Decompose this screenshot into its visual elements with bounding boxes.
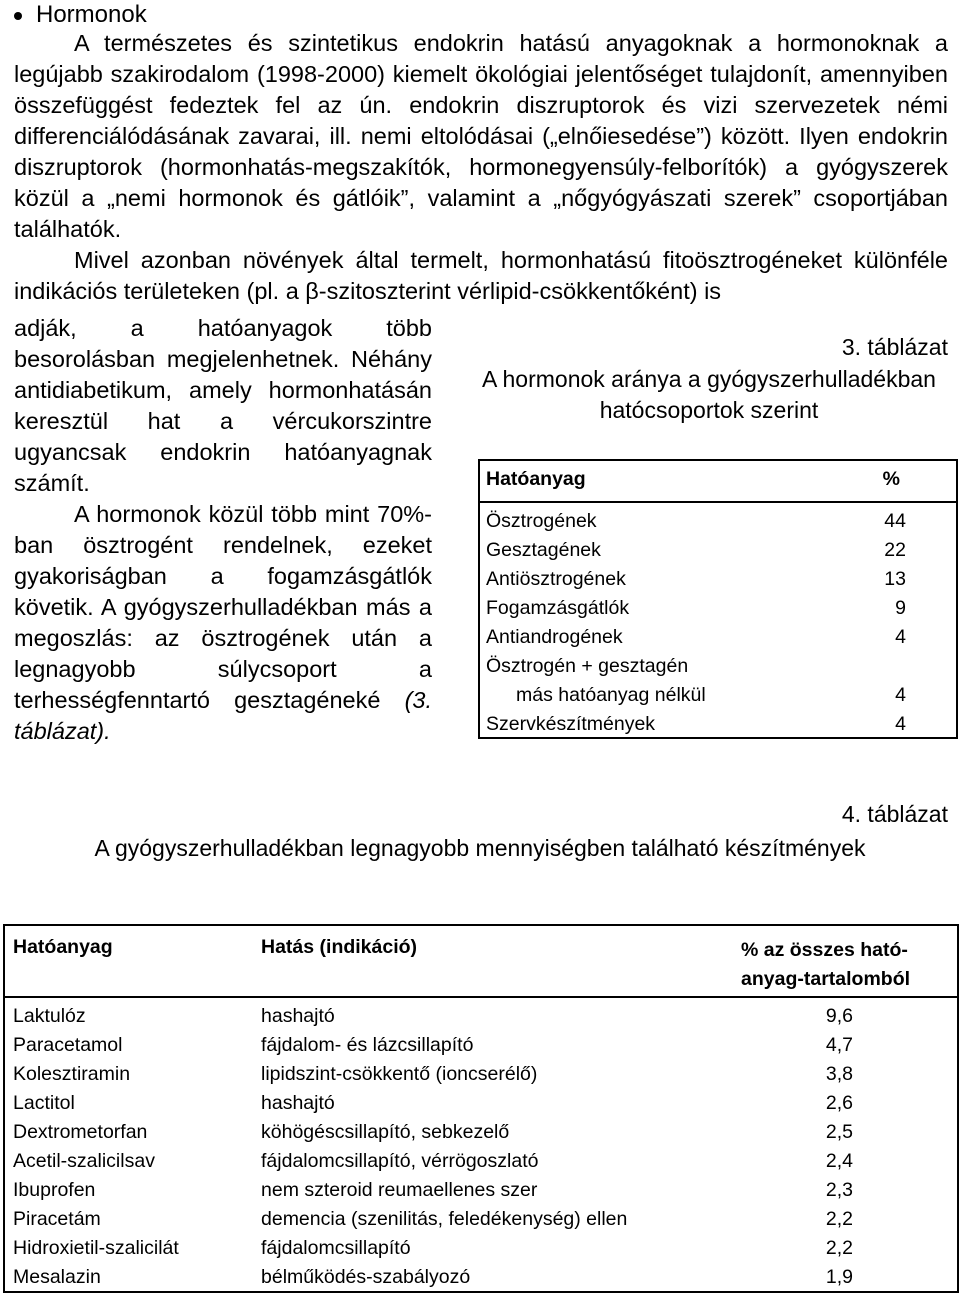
table-row: Hidroxietil-szalicilát fájdalomcsillapító 2,2 [13,1237,853,1259]
table-row: más hatóanyag nélkül 4 [516,684,906,706]
table-row: Fogamzásgátlók 9 [486,597,906,619]
table3-header [480,461,956,503]
table3 [478,459,958,739]
table4 [3,924,959,1293]
table4-header-substance: Hatóanyag [13,936,113,958]
table-row: Paracetamol fájdalom- és lázcsillapító 4,7 [13,1034,853,1056]
table-row: Ösztrogének 44 [486,510,906,532]
bullet-icon [14,12,22,20]
table-row: Gesztagének 22 [486,539,906,561]
table3-header-value: % [882,468,900,490]
table-row: Piracetám demencia (szenilitás, feledékenység) ellen 2,2 [13,1208,853,1230]
table4-label: 4. táblázat [841,801,948,827]
paragraph-2-continued: adják, a hatóanyagok több besorolásban megjelenhetnek. Néhány antidiabetikum, amely hormonhatásán keresztül hat a vércukorszintre ugyancsak endokrin hatóanyagnak számít. [14,315,432,496]
table4-header-percent: % az összes ható- anyag-tartalomból [741,939,911,990]
paragraph-3: A hormonok közül több mint 70%-ban ösztrogént rendelnek, ezeket gyakoriságban a fogamzásgátlók követik. A gyógyszerhulladékban más a megoszlás: az ösztrogének után a legnagyobb súlycsoport a terhességfenntartó gesztagéneké (3. táblázat). [14,501,432,744]
table-row: Acetil-szalicilsav fájdalomcsillapító, vérrögoszlató 2,4 [13,1150,853,1172]
table3-label: 3. táblázat [841,334,948,360]
table4-title: A gyógyszerhulladékban legnagyobb mennyiségben található készítmények [94,835,866,861]
table-row: Ibuprofen nem szteroid reumaellenes szer 2,3 [13,1179,853,1201]
table-reference: (3. táblázat). [14,687,432,744]
table-row: Mesalazin bélműködés-szabályozó 1,9 [13,1266,853,1288]
table-row: Lactitol hashajtó 2,6 [13,1092,853,1114]
table3-header-name: Hatóanyag [486,468,586,490]
table3-title: A hormonok aránya a gyógyszerhulladékban hatócsoportok szerint [482,366,936,423]
table-row: Laktulóz hashajtó 9,6 [13,1005,853,1027]
table-row: Szervkészítmények 4 [486,713,906,735]
table-row: Kolesztiramin lipidszint-csökkentő (ioncserélő) 3,8 [13,1063,853,1085]
intro-text [14,28,948,307]
table-row: Antiandrogének 4 [486,626,906,648]
left-column-text [14,313,432,747]
table-row: Ösztrogén + gesztagén [486,655,689,677]
table-row: Dextrometorfan köhögéscsillapító, sebkezelő 2,5 [13,1121,853,1143]
section-heading [14,0,147,30]
paragraph-1: A természetes és szintetikus endokrin hatású anyagoknak a hormonoknak a legújabb szakirodalom (1998-2000) kiemelt ökológiai jelentőséget tulajdonít, amennyiben összefüggést fedeztek fel az ún. endokrin diszruptorok és vizi szervezetek némi differenciálódásának zavarai, ill. nemi eltolódásai („elnőiesedése”) között. Ilyen endokrin diszruptorok (hormonhatás-megszakítók, hormonegyensúly-felborítók) a gyógyszerek közül a „nemi hormonok és gátlóik”, valamint a „nőgyógyászati szerek” csoportjában találhatók. [14,30,948,242]
table-row: Antiösztrogének 13 [486,568,906,590]
paragraph-2: Mivel azonban növények által termelt, hormonhatású fitoösztrogéneket különféle indikációs területeken (pl. a β-szitoszterint vérlipid-csökkentőként) is [14,247,948,304]
table4-header-effect: Hatás (indikáció) [261,936,418,958]
table4-header [5,926,957,998]
section-title: Hormonok [36,1,147,28]
